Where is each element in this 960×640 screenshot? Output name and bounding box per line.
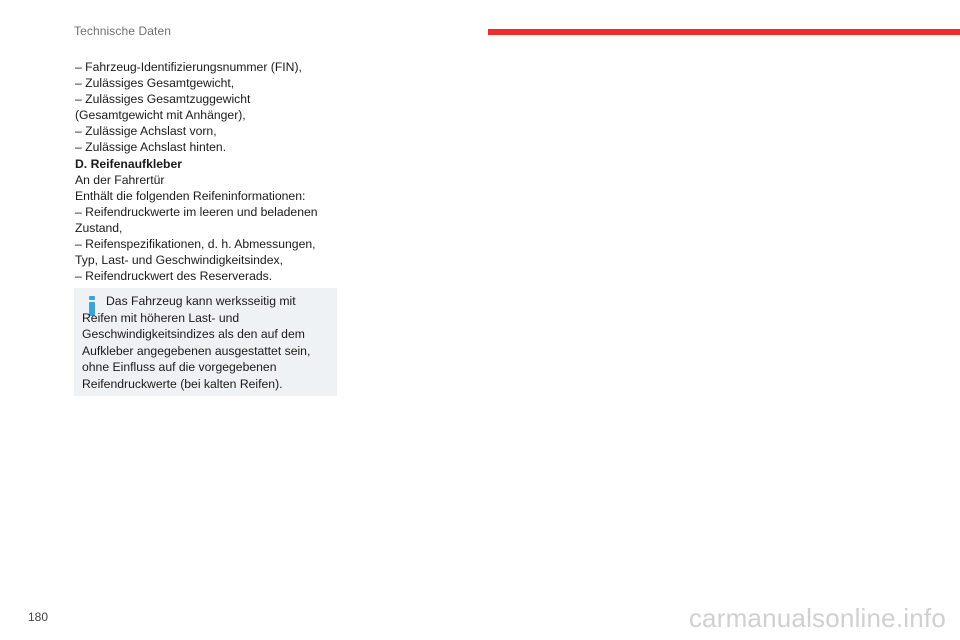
paragraph-line: Enthält die folgenden Reifeninformationen:	[75, 188, 306, 203]
main-text-column	[75, 59, 340, 284]
list-item: – Zulässige Achslast hinten.	[75, 140, 227, 155]
list-item: – Reifenspezifikationen, d. h. Abmessungen,	[75, 237, 316, 252]
section-accent-bar	[488, 29, 960, 35]
info-note-box	[74, 288, 337, 396]
section-title: Technische Daten	[74, 24, 171, 38]
list-item: – Reifendruckwerte im leeren und beladenen	[75, 204, 318, 219]
list-item: – Fahrzeug-Identifizierungsnummer (FIN),	[75, 60, 302, 74]
info-note-text: Das Fahrzeug kann werksseitig mit Reifen mit höheren Last- und Geschwindigkeitsindizes als den auf dem Aufkleber angegebenen ausgestattet sein, ohne Einfluss auf die vorgegebenen Reifendruckwerte (bei kalten Reifen).	[82, 294, 311, 391]
subsection-heading: D. Reifenaufkleber	[75, 156, 183, 171]
list-item: – Zulässige Achslast vorn,	[75, 124, 217, 139]
watermark: carmanualsonline.info	[688, 603, 946, 633]
list-item: – Zulässiges Gesamtzuggewicht	[75, 92, 251, 107]
list-item: – Zulässiges Gesamtgewicht,	[75, 76, 235, 91]
paragraph-line: An der Fahrertür	[75, 172, 165, 187]
page-number: 180	[28, 610, 49, 624]
list-item: Zustand,	[75, 220, 123, 235]
list-item: Typ, Last- und Geschwindigkeitsindex,	[75, 253, 283, 268]
list-item: – Reifendruckwert des Reserverads.	[75, 269, 273, 284]
list-item: (Gesamtgewicht mit Anhänger),	[75, 108, 246, 123]
